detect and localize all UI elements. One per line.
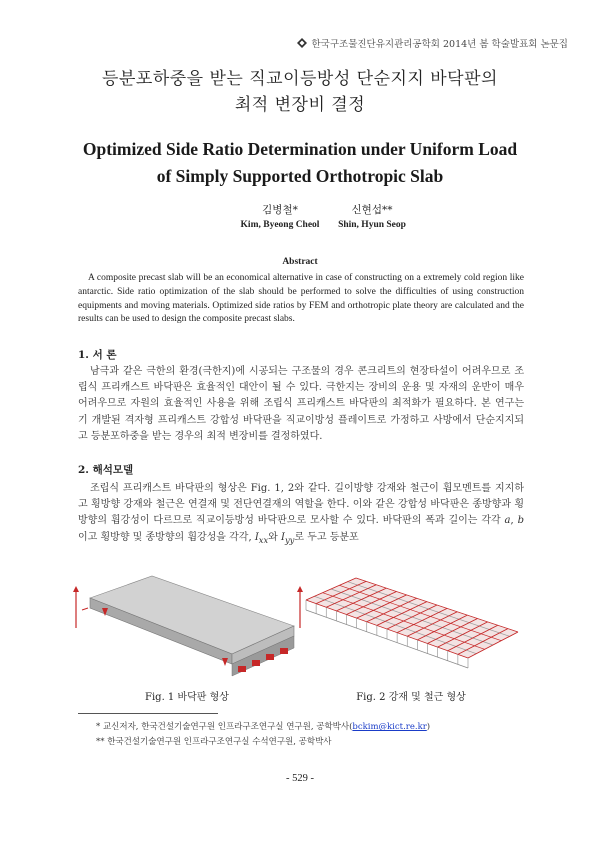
variable-a: a xyxy=(504,515,511,527)
abstract-heading: Abstract xyxy=(282,257,318,267)
subscript-yy: yy xyxy=(284,534,295,545)
figure-1-image xyxy=(72,570,302,682)
author-2 xyxy=(292,202,452,232)
section-2-text-part4: 로 두고 등분포 xyxy=(294,531,359,543)
section-2-sep: , xyxy=(510,515,518,527)
figure-2-caption: Fig. 2 강재 및 철근 형상 xyxy=(356,692,466,703)
header-text: 한국구조물진단유지관리공학회 2014년 봄 학술발표회 논문집 xyxy=(311,39,568,50)
figure-2-steel-rebar xyxy=(296,570,526,682)
variable-ixx: I xyxy=(254,531,259,543)
author-1-name-en: Kim, Byeong Cheol xyxy=(240,220,320,230)
title-korean-line1: 등분포하중을 받는 직교이등방성 단순지지 바닥판의 xyxy=(102,69,498,89)
footnote-1-text: * 교신저자, 한국건설기술연구원 인프라구조연구실 연구원, 공학박사( xyxy=(96,722,353,732)
author-1-name-ko: 김병철* xyxy=(262,204,298,216)
title-english-line1: Optimized Side Ratio Determination under Uniform Load xyxy=(82,139,518,159)
variable-b: b xyxy=(517,515,524,527)
title-korean xyxy=(0,66,600,118)
running-header xyxy=(297,36,568,50)
section-2-text-part2: 이고 횡방향 및 종방향의 휨강성을 각각, xyxy=(78,531,255,543)
section-2-text xyxy=(78,481,524,548)
footnote-1-close: ) xyxy=(426,722,431,732)
section-1-text: 남극과 같은 극한의 환경(극한지)에 시공되는 구조물의 경우 콘크리트의 현장타설이 어려우므로 조립식 프리캐스트 바닥판은 효율적인 대안이 될 수 있다. 극한지는 장비의 운용 및 자재의 운반이 매우 어려우므로 자원의 효율적인 사용을 위해 조립식 프리캐스트 바닥판의 최적화가 필요하다. 본 연구는 기 개발된 격자형 프리캐스트 강합성 바닥판을 직교이방성 플레이트로 가정하고 사방에서 단순지지되고 등분포하중을 받는 경우의 최적 변장비를 결정하였다. xyxy=(78,366,524,442)
title-korean-line2: 최적 변장비 결정 xyxy=(234,95,366,115)
society-logo-icon xyxy=(297,38,307,48)
figure-2-image xyxy=(296,570,526,682)
footnote-1 xyxy=(96,720,430,735)
abstract-text: A composite precast slab will be an economical alternative in case of constructing on a extremely cold region like antarctic. Side ratio optimization of the slab should be performed to solve the difficulties of using construction equipments and moving materials. Optimized side ratios by FEM and orthotropic plate theory are calculated and the results can be used to design the composite precast slabs. xyxy=(78,273,524,325)
section-2-text-part3: 와 xyxy=(268,531,282,543)
page-number: - 529 - xyxy=(286,773,314,784)
figure-1-caption: Fig. 1 바닥판 형상 xyxy=(145,692,229,703)
title-english-line2: of Simply Supported Orthotropic Slab xyxy=(156,166,444,186)
footnote-separator xyxy=(78,713,218,714)
title-english xyxy=(0,136,600,190)
footnotes xyxy=(96,720,430,750)
footnote-2: ** 한국건설기술연구원 인프라구조연구실 수석연구원, 공학박사 xyxy=(96,737,332,747)
author-2-name-ko: 신현섭** xyxy=(351,204,393,216)
section-2-text-part1: 조립식 프리캐스트 바닥판의 형상은 Fig. 1, 2와 같다. 길이방향 강재와 철근이 휨모멘트를 지지하고 횡방향 강재와 철근은 연결재 및 전단연결재의 역할을 한다. 이와 같은 강합성 바닥판은 종방향과 횡방향의 휨강성이 다르므로 직교이등방성 바닥판으로 모사할 수 있다. 바닥판의 폭과 길이는 각각 xyxy=(78,483,524,527)
section-2-heading: 2. 해석모델 xyxy=(78,464,134,476)
author-email-link[interactable]: bckim@kict.re.kr xyxy=(352,722,427,732)
figure-1-slab-shape xyxy=(72,570,302,682)
subscript-xx: xx xyxy=(258,534,269,545)
variable-iyy: I xyxy=(281,531,285,543)
author-2-name-en: Shin, Hyun Seop xyxy=(338,220,406,230)
section-1-heading: 1. 서 론 xyxy=(78,349,117,361)
